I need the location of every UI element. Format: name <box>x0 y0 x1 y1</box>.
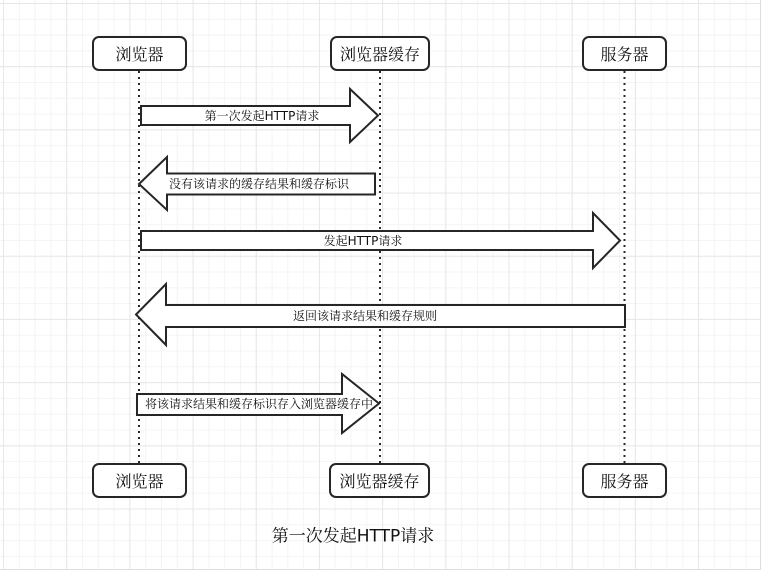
actor-server-top[interactable]: 服务器 <box>582 36 667 71</box>
actor-browser-cache-bottom[interactable]: 浏览器缓存 <box>329 463 430 498</box>
actor-server-bottom[interactable]: 服务器 <box>582 463 667 498</box>
message-label-first-http-request: 第一次发起HTTP请求 <box>204 109 320 123</box>
diagram-caption: 第一次发起HTTP请求 <box>271 526 435 547</box>
message-label-send-http-request: 发起HTTP请求 <box>323 234 403 248</box>
actor-browser-cache-top[interactable]: 浏览器缓存 <box>330 36 430 71</box>
actor-browser-bottom[interactable]: 浏览器 <box>92 463 187 498</box>
message-label-store-into-cache: 将该请求结果和缓存标识存入浏览器缓存中 <box>144 397 374 411</box>
message-label-no-cache-result: 没有该请求的缓存结果和缓存标识 <box>168 177 350 191</box>
message-label-return-result-and-rules: 返回该请求结果和缓存规则 <box>292 309 438 323</box>
actor-browser-top[interactable]: 浏览器 <box>92 36 187 71</box>
